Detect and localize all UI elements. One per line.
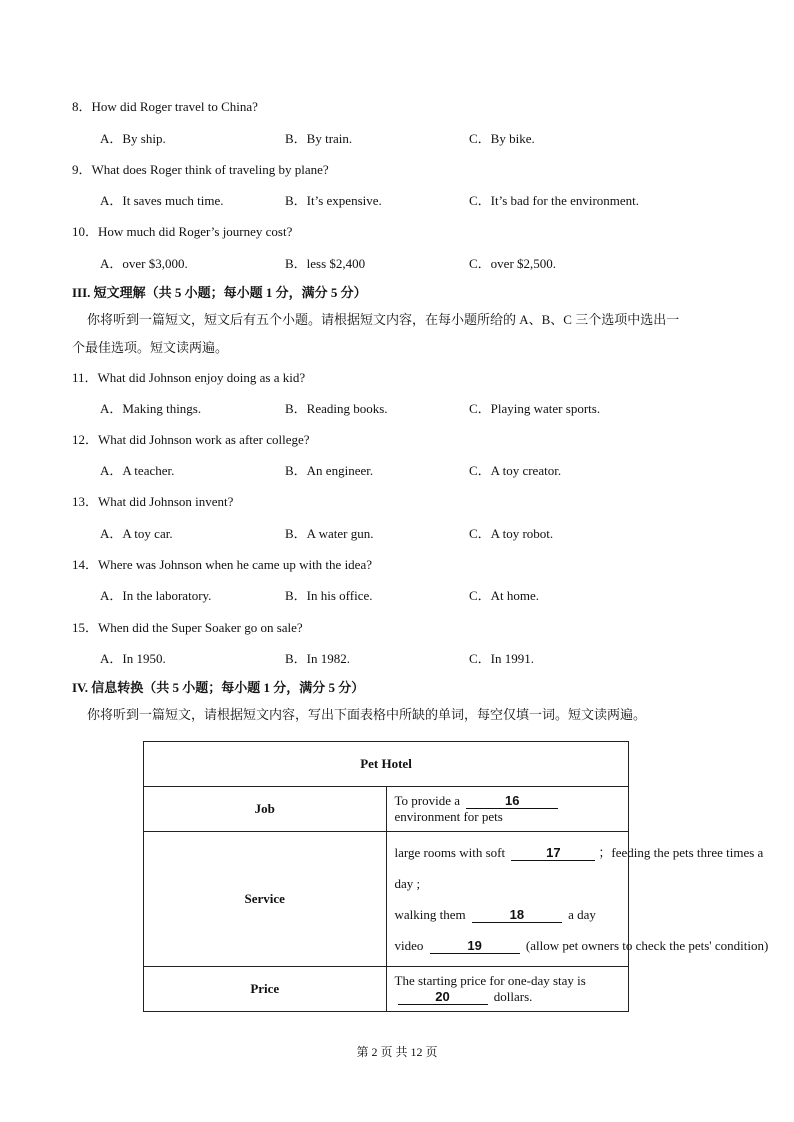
service-line-3-pre: walking them xyxy=(394,907,466,922)
job-post: environment for pets xyxy=(394,809,503,824)
option-b: B．By train. xyxy=(285,131,353,146)
price-post: dollars. xyxy=(493,989,533,1004)
question-11-options xyxy=(100,398,740,416)
option-a: A．It saves much time. xyxy=(100,193,224,208)
section-3-title: III. 短文理解（共 5 小题；每小题 1 分，满分 5 分） xyxy=(72,285,367,300)
service-line-3 xyxy=(395,899,628,930)
question-9-options xyxy=(100,190,740,208)
service-line-4 xyxy=(394,930,769,961)
pet-hotel-table xyxy=(143,741,769,1012)
option-c: C．over $2,500. xyxy=(469,256,557,271)
option-b: B．A water gun. xyxy=(285,526,374,541)
service-line-2: day ; xyxy=(394,876,421,891)
table-row-price xyxy=(144,967,629,1012)
option-c: C．A toy creator. xyxy=(469,463,562,478)
service-line-3-post: a day xyxy=(568,907,596,922)
price-label: Price xyxy=(144,967,387,1012)
option-b: B．Reading books. xyxy=(285,401,388,416)
question-15-stem: 15．When did the Super Soaker go on sale? xyxy=(72,620,303,635)
service-line-4-pre: video xyxy=(394,938,424,953)
option-c: C．At home. xyxy=(469,588,540,603)
option-a: A．A toy car. xyxy=(100,526,173,541)
section-4-instruction: 你将听到一篇短文，请根据短文内容，写出下面表格中所缺的单词，每空仅填一词。短文读两遍。 xyxy=(87,707,647,722)
question-9-stem: 9．What does Roger think of traveling by plane? xyxy=(72,162,329,177)
section-3-instruction-line-2: 个最佳选项。短文读两遍。 xyxy=(72,340,229,355)
question-10-options xyxy=(100,253,740,271)
question-12-options xyxy=(100,460,740,478)
job-text xyxy=(386,787,629,832)
question-11-stem: 11．What did Johnson enjoy doing as a kid? xyxy=(72,370,306,385)
option-a: A．In 1950. xyxy=(100,651,166,666)
service-line-1 xyxy=(394,837,764,868)
table-row-service xyxy=(144,832,629,967)
option-c: C．A toy robot. xyxy=(469,526,554,541)
blank-17[interactable]: 17 xyxy=(511,846,595,861)
option-c: C．By bike. xyxy=(469,131,535,146)
option-b: B．In 1982. xyxy=(285,651,351,666)
price-pre: The starting price for one-day stay is xyxy=(394,973,586,988)
option-b: B．An engineer. xyxy=(285,463,374,478)
question-10-stem: 10．How much did Roger’s journey cost? xyxy=(72,224,293,239)
question-15-options xyxy=(100,648,740,666)
service-line-4-post: (allow pet owners to check the pets' condition) xyxy=(525,938,769,953)
option-c: C．Playing water sports. xyxy=(469,401,601,416)
option-a: A．over $3,000. xyxy=(100,256,188,271)
option-a: A．In the laboratory. xyxy=(100,588,212,603)
job-pre: To provide a xyxy=(394,793,461,808)
option-b: B．In his office. xyxy=(285,588,373,603)
option-c: C．In 1991. xyxy=(469,651,535,666)
question-14-stem: 14．Where was Johnson when he came up with the idea? xyxy=(72,557,372,572)
service-label: Service xyxy=(144,832,387,967)
option-a: A．A teacher. xyxy=(100,463,175,478)
page-footer: 第 2 页 共 12 页 xyxy=(356,1045,438,1059)
question-13-options xyxy=(100,523,740,541)
option-a: A．Making things. xyxy=(100,401,202,416)
job-label: Job xyxy=(144,787,387,832)
price-text xyxy=(386,967,629,1012)
option-a: A．By ship. xyxy=(100,131,166,146)
table-title: Pet Hotel xyxy=(144,742,629,787)
blank-20[interactable]: 20 xyxy=(398,990,488,1005)
question-8-options xyxy=(100,128,740,146)
option-c: C．It’s bad for the environment. xyxy=(469,193,640,208)
option-b: B．It’s expensive. xyxy=(285,193,382,208)
blank-16[interactable]: 16 xyxy=(466,794,558,809)
question-12-stem: 12．What did Johnson work as after college? xyxy=(72,432,310,447)
table-row-job xyxy=(144,787,629,832)
blank-19[interactable]: 19 xyxy=(430,939,520,954)
service-text xyxy=(386,832,769,967)
question-14-options xyxy=(100,585,740,603)
section-3-instruction-line-1: 你将听到一篇短文，短文后有五个小题。请根据短文内容，在每小题所给的 A、B、C 三个选项中选出一 xyxy=(87,312,680,327)
service-line-1-post: ；feeding the pets three times a xyxy=(598,845,764,860)
section-4-title: IV. 信息转换（共 5 小题；每小题 1 分，满分 5 分） xyxy=(72,680,365,695)
blank-18[interactable]: 18 xyxy=(472,908,562,923)
service-line-1-pre: large rooms with soft xyxy=(394,845,506,860)
question-13-stem: 13．What did Johnson invent? xyxy=(72,494,234,509)
question-8-stem: 8．How did Roger travel to China? xyxy=(72,99,258,114)
option-b: B．less $2,400 xyxy=(285,256,366,271)
